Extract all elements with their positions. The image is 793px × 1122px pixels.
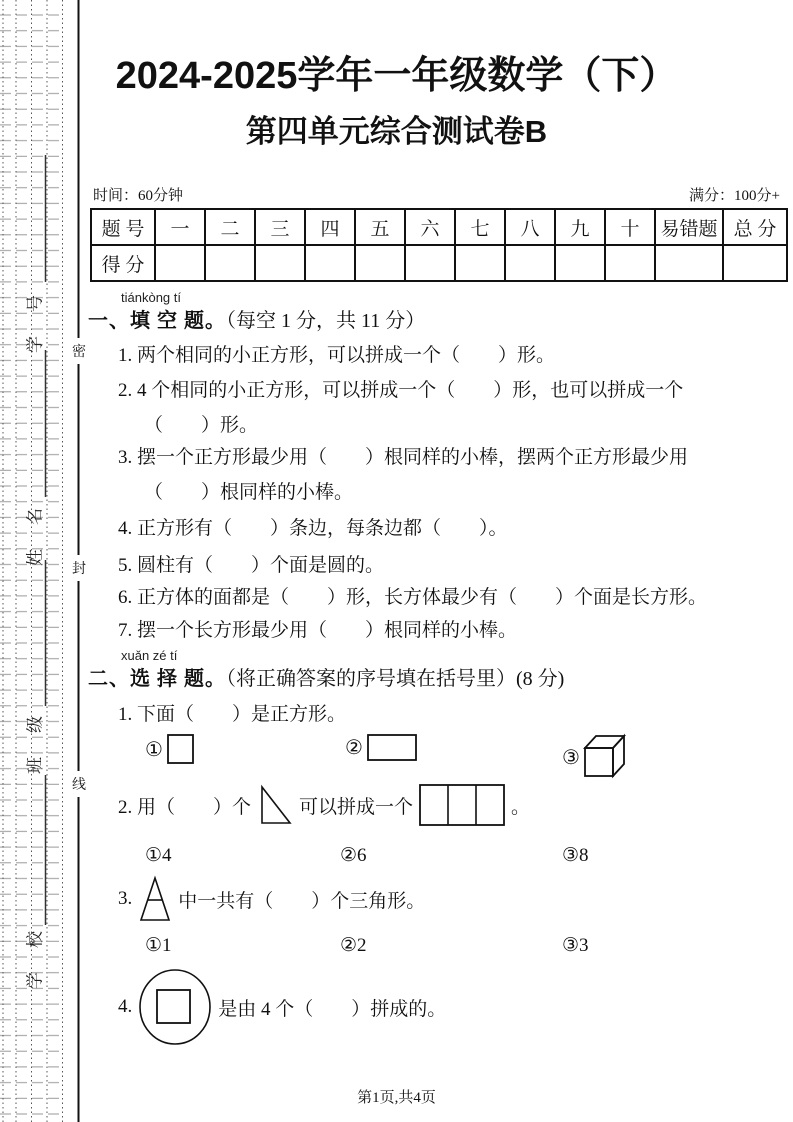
s2-question-3: [118, 875, 425, 923]
s2-question-4: [118, 968, 446, 1046]
s2-q3-option-3: ③3: [562, 935, 589, 956]
score-blank-cell: [505, 245, 555, 281]
section1-title: 一、填 空 题。: [88, 310, 226, 332]
score-table-cell: 一: [155, 209, 205, 245]
s2-q1-option-3: [562, 733, 629, 781]
s2-q1-option-2: [345, 733, 418, 762]
s2-q2-option-3: ③8: [562, 845, 589, 866]
s2-q3-option-1: ①1: [145, 935, 172, 956]
section2-title: 二、选 择 题。: [88, 668, 226, 690]
score-table-cell: 题 号: [91, 209, 155, 245]
score-table-cell: 七: [455, 209, 505, 245]
s1-question-7: 7. 摆一个长方形最少用（ ）根同样的小棒。: [118, 620, 518, 641]
s2-q2-option-2: ②6: [340, 845, 367, 866]
field-label-class: 班级: [25, 692, 45, 774]
score-blank-cell: [255, 245, 305, 281]
s2-q2-text-1: 2. 用（ ）个: [118, 796, 252, 818]
circled-3-icon: ③: [562, 746, 580, 769]
s2-q2-text-2: 可以拼成一个: [299, 796, 414, 818]
s2-question-1: 1. 下面（ ）是正方形。: [118, 704, 347, 725]
score-table-cell: 五: [355, 209, 405, 245]
s2-q3-number: 3.: [118, 888, 133, 909]
score-table-cell: 九: [555, 209, 605, 245]
score-blank-cell: [205, 245, 255, 281]
score-table-cell: 得 分: [91, 245, 155, 281]
circled-1-icon: ①: [145, 738, 163, 761]
score-table-cell: 总 分: [723, 209, 787, 245]
score-table-cell: 六: [405, 209, 455, 245]
circled-2-icon: ②: [345, 737, 363, 759]
score-table-cell: 二: [205, 209, 255, 245]
s1-question-2-line2: （ ）形。: [144, 415, 259, 436]
section2-title-note: （将正确答案的序号填在括号里）(8 分): [226, 668, 565, 690]
s2-q3-option-2: ②2: [340, 935, 367, 956]
field-label-name: 姓名: [25, 484, 45, 566]
s1-question-5: 5. 圆柱有（ ）个面是圆的。: [118, 555, 385, 576]
seal-char-xian: 线: [71, 771, 87, 797]
score-blank-cell: [655, 245, 723, 281]
cube-shape: [583, 733, 629, 781]
score-blank-cell: [405, 245, 455, 281]
time-limit-label: 时间：60分钟: [93, 188, 184, 204]
s2-q4-number: 4.: [118, 996, 133, 1017]
s1-question-1: 1. 两个相同的小正方形，可以拼成一个（ ）形。: [118, 345, 556, 366]
seal-char-feng: 封: [71, 555, 87, 581]
s2-q1-option-1: [145, 733, 195, 765]
s1-question-3-line2: （ ）根同样的小棒。: [144, 482, 354, 503]
exam-info-row: [93, 184, 780, 205]
score-blank-cell: [355, 245, 405, 281]
right-triangle-shape: [257, 784, 293, 826]
score-table-score-row: [91, 245, 787, 281]
seal-char-mi: 密: [71, 338, 87, 364]
score-blank-cell: [455, 245, 505, 281]
s2-question-2: [118, 784, 530, 826]
paper-title: 2024-2025学年一年级数学（下）: [115, 55, 678, 97]
score-table-header-row: [91, 209, 787, 245]
field-label-school: 学校: [25, 907, 45, 989]
section1-pinyin: tiánkòng tí: [121, 290, 181, 305]
score-table-cell: 四: [305, 209, 355, 245]
score-blank-cell: [723, 245, 787, 281]
score-blank-cell: [555, 245, 605, 281]
s2-q1-options-row: [0, 733, 793, 783]
score-blank-cell: [305, 245, 355, 281]
square-shape: [166, 733, 195, 765]
score-table-cell: 十: [605, 209, 655, 245]
rectangle-shape: [366, 733, 418, 762]
s2-q2-option-1: ①4: [145, 845, 172, 866]
score-table: [90, 208, 788, 282]
three-squares-shape: [419, 784, 505, 826]
field-label-student-id: 学号: [25, 271, 45, 353]
page-indicator: 第1页,共4页: [357, 1090, 436, 1106]
s2-q3-text: 中一共有（ ）个三角形。: [178, 890, 426, 912]
s1-question-2-line1: 2. 4 个相同的小正方形，可以拼成一个（ ）形，也可以拼成一个: [118, 380, 684, 401]
score-table-cell: 三: [255, 209, 305, 245]
score-table-cell: 易错题: [655, 209, 723, 245]
s2-q4-text: 是由 4 个（ ）拼成的。: [218, 998, 447, 1020]
circle-with-square-shape: [138, 968, 212, 1046]
s1-question-6: 6. 正方体的面都是（ ）形，长方体最少有（ ）个面是长方形。: [118, 587, 708, 608]
section1-heading: [88, 304, 425, 333]
section2-pinyin: xuǎn zé tí: [121, 648, 178, 663]
section2-heading: [88, 662, 564, 691]
section1-title-note: （每空 1 分，共 11 分）: [226, 310, 426, 332]
full-score-label: 满分：100分+: [689, 188, 780, 204]
score-blank-cell: [155, 245, 205, 281]
s2-q2-text-3: 。: [511, 796, 531, 818]
score-blank-cell: [605, 245, 655, 281]
paper-subtitle: 第四单元综合测试卷B: [245, 114, 548, 149]
s1-question-3-line1: 3. 摆一个正方形最少用（ ）根同样的小棒，摆两个正方形最少用: [118, 447, 689, 468]
triangle-with-midline-shape: [138, 875, 172, 923]
score-table-cell: 八: [505, 209, 555, 245]
s1-question-4: 4. 正方形有（ ）条边，每条边都（ ）。: [118, 518, 508, 539]
